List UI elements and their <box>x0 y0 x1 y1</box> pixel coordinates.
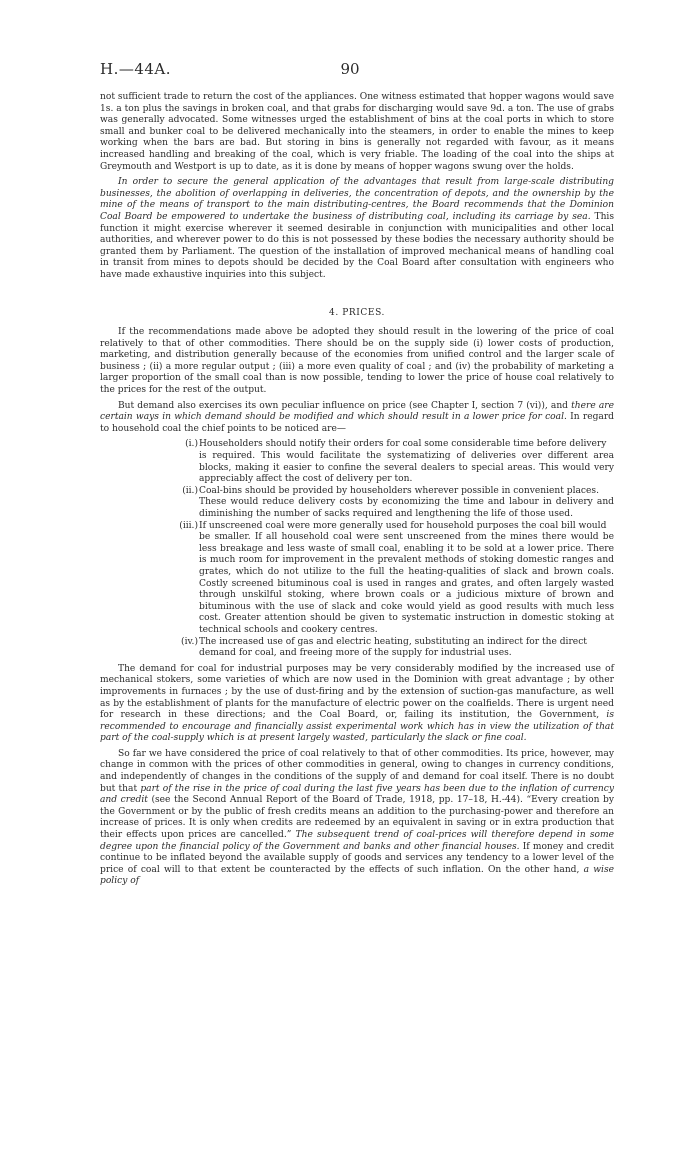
recommendation-distribution: In order to secure the general application of the advantages that result from large-scale distributing businesses, the abolition of overlapping in deliveries, the concentration of depots, and the ownership by the mine of the means of transport to the main distributing-centres, the Board recommends that the Dominion Coal Board be empowered to undertake the business of distributing coal, including its carriage by sea. <box>100 177 614 222</box>
list-item-text <box>199 637 614 660</box>
list-item-label: (iv.) <box>181 636 198 647</box>
list-item-first-line: If unscreened coal were more generally used for household purposes the coal bill would <box>199 520 607 531</box>
list-item-label: (i.) <box>185 439 198 450</box>
page-header <box>100 60 600 80</box>
paragraph-demand <box>100 401 614 436</box>
emphasis-financial-policy: The subsequent trend of coal-prices will therefore depend in some degree upon the financial policy of the Government and banks and other financial houses. <box>100 830 614 852</box>
paragraph-hopper-wagons: not sufficient trade to return the cost of the appliances. One witness estimated that hopper wagons would save 1s. a ton plus the savings in broken coal, and that grabs for discharging would save 9d. a ton. The use of grabs was generally advocated. Some witnesses urged the establishment of bins at the coal ports in which to store small and bunker coal to be delivered mechanically into the steamers, in order to enable the mines to keep working when the bars are bad. But storing in bins is generally not regarded with favour, as it means increased handling and breaking of the coal, which is very friable. The loading of the coal into the ships at Greymouth and Westport is up to date, as it is done by means of hopper wagons swung over the holds. <box>100 92 614 172</box>
list-item <box>100 439 614 485</box>
paragraph-text: But demand also exercises its own peculiar influence on price (see Chapter I, section 7 (vi)), and <box>118 400 572 411</box>
paragraph-text: The demand for coal for industrial purposes may be very considerably modified by the increased use of mechanical stokers, some varieties of which are now used in the Dominion with great advantage ; by other improvements in furnaces ; by the use of dust-firing and by the extension of suction-gas manufacture, as well as by the establishment of plants for the manufacture of electric power on the coalfields. There is urgent need for research in these directions; and the Coal Board, or, failing its institution, the Government, <box>100 663 614 721</box>
list-item-continuation: These would reduce delivery costs by economizing the time and labour in delivery and diminishing the number of sacks required and lengthening the life of those used. <box>199 497 614 519</box>
list-item-first-line: Coal-bins should be provided by householders wherever possible in convenient places. <box>199 485 599 496</box>
list-item <box>100 486 614 521</box>
paragraph-text: This function it might exercise wherever it seemed desirable in conjunction with municipalities and other local authorities, and wherever power to do this is not possessed by these bodies the necessary authority should be granted them by Parliament. The question of the installation of improved mechanical means of handling coal in transit from mines to depots should be decided by the Coal Board after consultation with engineers who have made exhaustive inquiries into this subject. <box>100 211 614 280</box>
page-number: 90 <box>340 60 360 78</box>
section-heading-prices: 4. PRICES. <box>329 307 385 318</box>
body-text <box>100 92 614 892</box>
paragraph-text: (see the Second Annual Report of the Board of Trade, 1918, pp. 17–18, H.-44). “Every creation by the Government or by the public of fresh credits means an addition to the purchasing-power and therefore an increase of prices. It is only when credits are redeemed by an equivalent in saving or in extra production that their effects upon prices are cancelled.” <box>100 795 614 841</box>
paragraph-text: So far we have considered the price of coal relatively to that of other commodities. Its price, however, may change in common with the prices of other commodities in general, owing to changes in currency conditions, and independently of changes in the conditions of the supply of and demand for coal itself. There is no doubt but that <box>100 748 614 794</box>
paragraph-supply-side: If the recommendations made above be adopted they should result in the lowering of the price of coal relatively to that of other commodities. There should be on the supply side (i) lower costs of production, marketing, and distribution generally because of the economies from unified control and the larger scale of business ; (ii) a more regular output ; (iii) a more even quality of coal ; and (iv) the probability of marketing a larger proportion of the small coal than is now possible, tending to lower the price of house coal relatively to the prices for the rest of the output. <box>100 327 614 396</box>
list-item-text <box>199 439 614 485</box>
list-item-label: (ii.) <box>182 485 198 496</box>
list-item <box>100 521 614 637</box>
household-points-list <box>100 439 614 659</box>
list-item-continuation: demand for coal, and freeing more of the supply for industrial uses. <box>199 648 512 659</box>
recommendation-demand: there are certain ways in which demand should be modified and which should result in a lower price for coal. <box>100 400 614 423</box>
paragraph-text: In regard to household coal the chief points to be noticed are— <box>100 412 614 434</box>
list-item-text <box>199 521 614 637</box>
list-item-first-line: Householders should notify their orders for coal some considerable time before delivery <box>199 439 607 450</box>
paragraph-text: If money and credit continue to be inflated beyond the available supply of goods and services any tendency to a lower level of the price of coal will to that extent be counteracted by the effects of such inflation. On the other hand, <box>100 841 614 875</box>
recommendation-research: is recommended to encourage and financially assist experimental work which has in view the utilization of that part of the coal-supply which is at present largely wasted, particularly the slack or fine coal. <box>100 710 614 744</box>
paragraph-industrial-demand <box>100 664 614 745</box>
paragraph-currency <box>100 749 614 888</box>
list-item-continuation: be smaller. If all household coal were sent unscreened from the mines there would be less breakage and less waste of small coal, enabling it to be sold at a lower price. There is much room for improvement in the prevalent methods of stoking domestic ranges and grates, which do not utilize to the full the heating-qualities of slack and brown coals. Costly screened bituminous coal is used in ranges and grates, and often largely wasted through unskilful stoking, where brown coals or a judicious mixture of brown and bituminous with the use of slack and coke would yield as good results with much less cost. Greater attention should be given to systematic instruction in domestic stoking at technical schools and cookery centres. <box>199 532 614 635</box>
list-item-label: (iii.) <box>179 520 198 531</box>
emphasis-wise-policy: a wise policy of <box>100 864 614 887</box>
list-item-continuation: is required. This would facilitate the systematizing of deliveries over different area blocks, making it easier to confine the several dealers to special areas. This would very appreciably affect the cost of delivery per ton. <box>199 451 614 485</box>
emphasis-inflation: part of the rise in the price of coal during the last five years has been due to the inflation of currency and credit <box>100 783 615 806</box>
paragraph-distribution-recommendation <box>100 177 614 281</box>
list-item <box>100 637 614 660</box>
list-item-text <box>199 486 614 521</box>
document-reference: H.—44A. <box>100 60 172 78</box>
list-item-first-line: The increased use of gas and electric heating, substituting an indirect for the direct <box>199 636 587 647</box>
